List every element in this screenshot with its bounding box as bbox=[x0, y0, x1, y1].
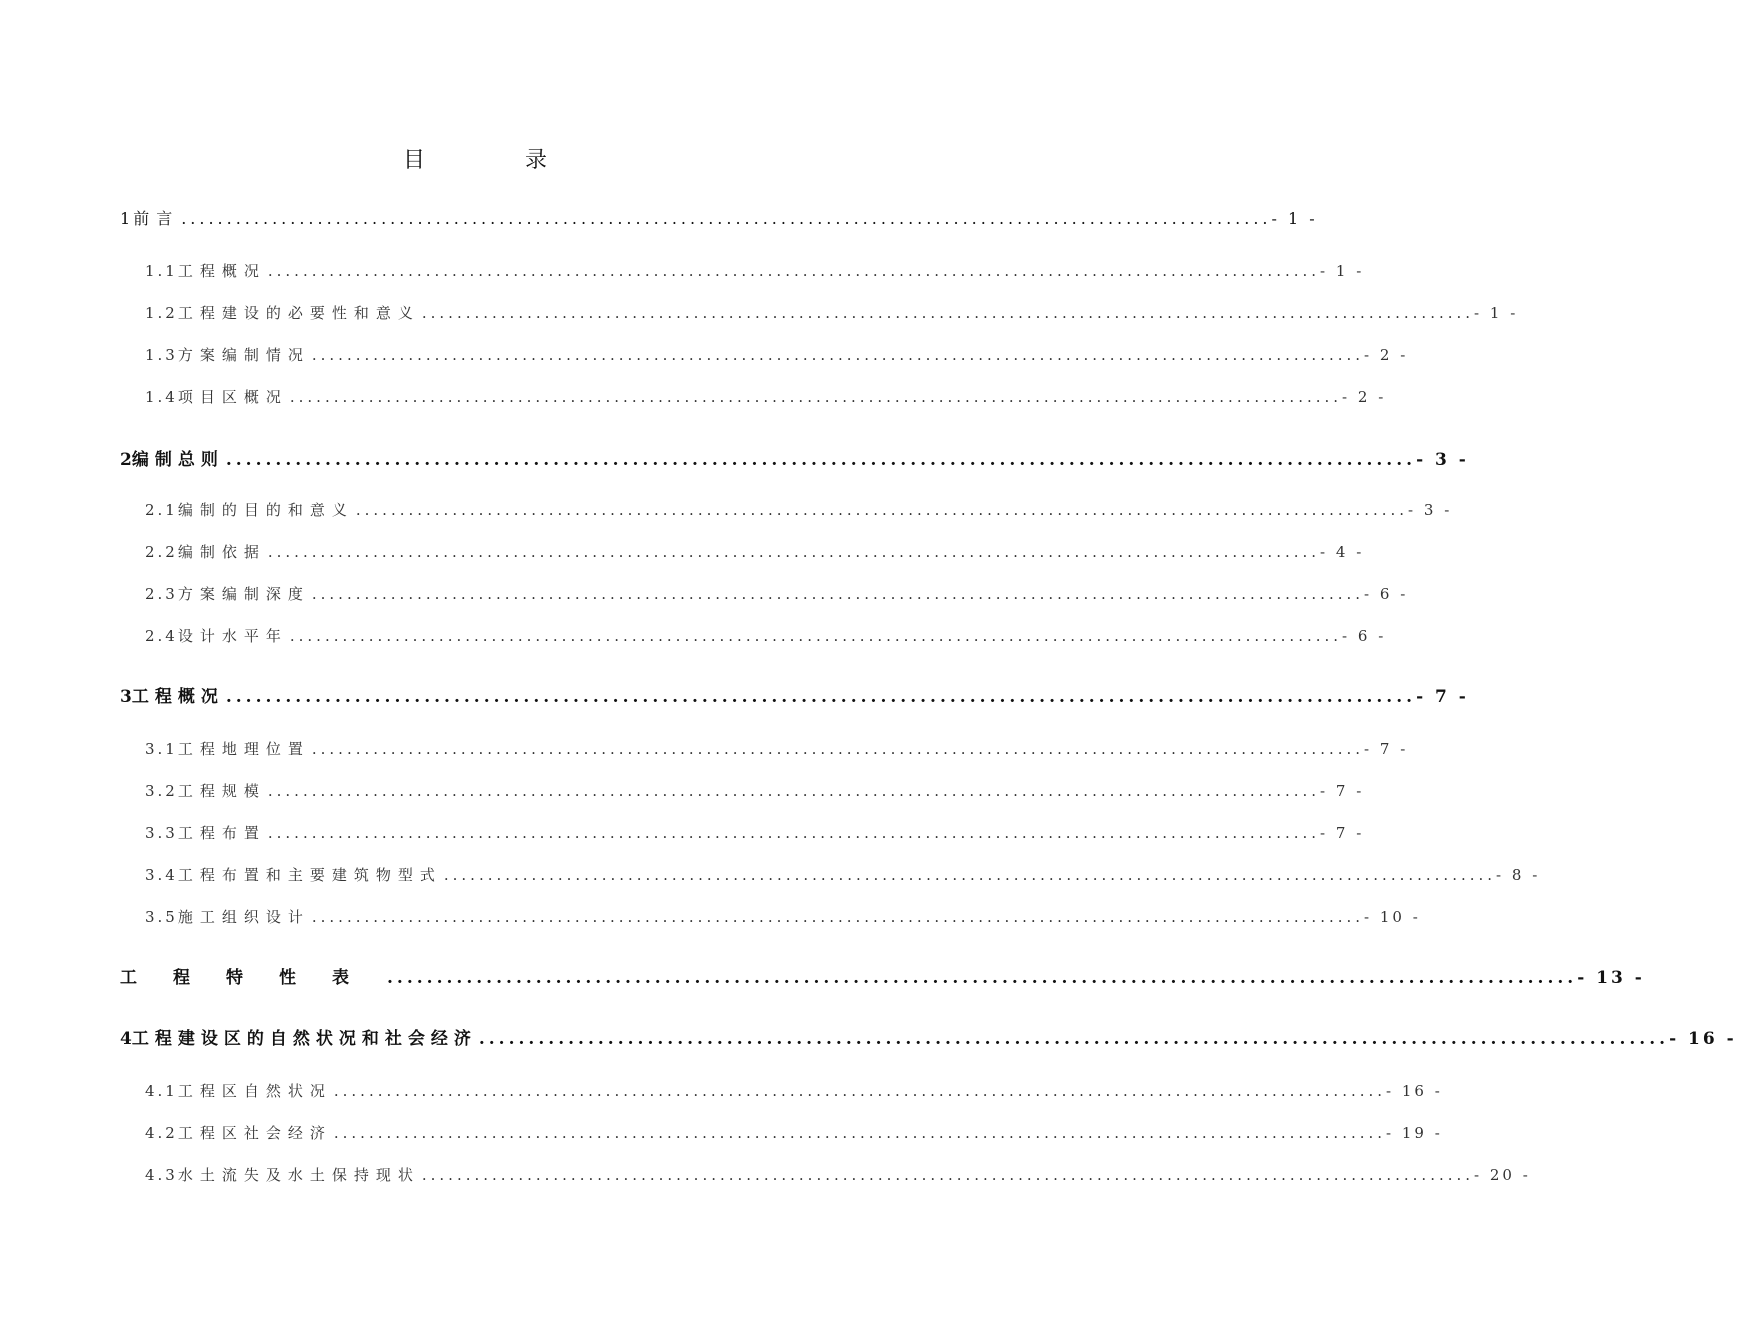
toc-entry-number: 1.3 bbox=[145, 346, 178, 364]
toc-dot-leader: ........................................................................................................................ bbox=[421, 1166, 1475, 1184]
toc-page-number: - 4 - bbox=[1320, 543, 1365, 561]
toc-entry-title: 工程布置和主要建筑物型式 bbox=[177, 866, 442, 884]
toc-page-number: - 16 - bbox=[1669, 1029, 1737, 1049]
toc-entry-title: 工程规模 bbox=[177, 782, 266, 800]
toc-dot-leader: ........................................................................................................................ bbox=[387, 968, 1578, 988]
toc-title-char-2: 录 bbox=[525, 148, 548, 173]
toc-entry-title: 工程概况 bbox=[177, 262, 266, 280]
toc-entry-title: 工程建设的必要性和意义 bbox=[177, 304, 420, 322]
toc-dot-leader: ........................................................................................................................ bbox=[267, 543, 1321, 561]
toc-page-number: - 7 - bbox=[1416, 687, 1469, 707]
toc-dot-leader: ........................................................................................................................ bbox=[289, 388, 1343, 406]
toc-entry-number: 3.5 bbox=[145, 908, 178, 926]
toc-entry-number: 3 bbox=[120, 687, 132, 707]
toc-page-number: - 8 - bbox=[1496, 866, 1541, 884]
toc-entry-number: 3.3 bbox=[145, 824, 178, 842]
toc-entry[interactable] bbox=[145, 625, 1387, 647]
toc-dot-leader: ........................................................................................................................ bbox=[181, 209, 1272, 228]
toc-page-number: - 2 - bbox=[1342, 388, 1387, 406]
toc-entry-number: 3.1 bbox=[145, 740, 178, 758]
toc-dot-leader: ........................................................................................................................ bbox=[311, 346, 1365, 364]
toc-entry-number: 1.2 bbox=[145, 304, 178, 322]
toc-entry[interactable] bbox=[145, 386, 1387, 408]
toc-entry[interactable] bbox=[145, 583, 1409, 605]
toc-entry-title: 水土流失及水土保持现状 bbox=[177, 1166, 420, 1184]
toc-entry[interactable] bbox=[145, 906, 1421, 928]
toc-entry[interactable] bbox=[145, 541, 1365, 563]
toc-dot-leader: ........................................................................................................................ bbox=[225, 450, 1417, 470]
toc-entry-title: 设计水平年 bbox=[177, 627, 288, 645]
toc-dot-leader: ........................................................................................................................ bbox=[267, 262, 1321, 280]
toc-page-number: - 2 - bbox=[1364, 346, 1409, 364]
toc-entry[interactable] bbox=[120, 208, 1318, 230]
toc-entry[interactable] bbox=[145, 864, 1541, 886]
toc-page-number: - 1 - bbox=[1474, 304, 1519, 322]
toc-page-number: - 13 - bbox=[1577, 968, 1645, 988]
toc-entry[interactable] bbox=[120, 449, 1469, 471]
toc-entry-number: 4.3 bbox=[145, 1166, 178, 1184]
toc-entry-title: 方案编制情况 bbox=[177, 346, 310, 364]
toc-entry-number: 1 bbox=[120, 209, 134, 228]
toc-page-number: - 19 - bbox=[1386, 1124, 1443, 1142]
toc-entry[interactable] bbox=[145, 1080, 1443, 1102]
toc-entry[interactable] bbox=[145, 1164, 1531, 1186]
toc-page-number: - 1 - bbox=[1320, 262, 1365, 280]
toc-entry[interactable] bbox=[145, 1122, 1443, 1144]
toc-page-number: - 3 - bbox=[1416, 450, 1469, 470]
toc-page-number: - 20 - bbox=[1474, 1166, 1531, 1184]
toc-entry-title: 编制总则 bbox=[131, 450, 224, 470]
toc-page-number: - 16 - bbox=[1386, 1082, 1443, 1100]
toc-entry[interactable] bbox=[120, 967, 1645, 989]
toc-dot-leader: ........................................................................................................................ bbox=[267, 782, 1321, 800]
toc-entry-title: 前言 bbox=[133, 209, 180, 228]
toc-dot-leader: ........................................................................................................................ bbox=[311, 908, 1365, 926]
toc-dot-leader: ........................................................................................................................ bbox=[311, 740, 1365, 758]
toc-entry[interactable] bbox=[145, 780, 1365, 802]
toc-entry-title: 工程地理位置 bbox=[177, 740, 310, 758]
toc-entry[interactable] bbox=[120, 686, 1469, 708]
toc-page-number: - 7 - bbox=[1320, 824, 1365, 842]
toc-entry-title: 项目区概况 bbox=[177, 388, 288, 406]
toc-entry-title: 工程布置 bbox=[177, 824, 266, 842]
toc-entry[interactable] bbox=[145, 260, 1365, 282]
toc-dot-leader: ........................................................................................................................ bbox=[333, 1124, 1387, 1142]
toc-entry-number: 4.2 bbox=[145, 1124, 178, 1142]
toc-entry-title: 工程建设区的自然状况和社会经济 bbox=[131, 1029, 477, 1049]
toc-entry-number: 2.4 bbox=[145, 627, 178, 645]
toc-entry-number: 1.4 bbox=[145, 388, 178, 406]
toc-title bbox=[0, 143, 950, 174]
toc-page-number: - 7 - bbox=[1320, 782, 1365, 800]
toc-dot-leader: ........................................................................................................................ bbox=[478, 1029, 1670, 1049]
toc-page-number: - 3 - bbox=[1408, 501, 1453, 519]
toc-entry-number: 2 bbox=[120, 450, 132, 470]
toc-entry[interactable] bbox=[145, 738, 1409, 760]
toc-entry-title: 工程特性表 bbox=[120, 968, 385, 988]
toc-page-number: - 10 - bbox=[1364, 908, 1421, 926]
toc-entry-number: 3.4 bbox=[145, 866, 178, 884]
toc-entry[interactable] bbox=[145, 302, 1519, 324]
toc-title-char-1: 目 bbox=[402, 148, 425, 173]
toc-dot-leader: ........................................................................................................................ bbox=[355, 501, 1409, 519]
toc-entry-title: 编制依据 bbox=[177, 543, 266, 561]
toc-entry-title: 工程区社会经济 bbox=[177, 1124, 332, 1142]
toc-entry-title: 方案编制深度 bbox=[177, 585, 310, 603]
toc-entry-number: 1.1 bbox=[145, 262, 178, 280]
toc-entry[interactable] bbox=[145, 499, 1453, 521]
toc-entry-title: 工程区自然状况 bbox=[177, 1082, 332, 1100]
toc-entry-number: 2.1 bbox=[145, 501, 178, 519]
toc-entry-title: 施工组织设计 bbox=[177, 908, 310, 926]
toc-page-number: - 7 - bbox=[1364, 740, 1409, 758]
toc-dot-leader: ........................................................................................................................ bbox=[311, 585, 1365, 603]
toc-page-number: - 6 - bbox=[1364, 585, 1409, 603]
toc-entry-title: 编制的目的和意义 bbox=[177, 501, 354, 519]
toc-entry-number: 3.2 bbox=[145, 782, 178, 800]
toc-entry-number: 4.1 bbox=[145, 1082, 178, 1100]
toc-entry-number: 2.3 bbox=[145, 585, 178, 603]
toc-page-number: - 6 - bbox=[1342, 627, 1387, 645]
toc-dot-leader: ........................................................................................................................ bbox=[421, 304, 1475, 322]
toc-entry-title: 工程概况 bbox=[131, 687, 224, 707]
toc-entry[interactable] bbox=[145, 822, 1365, 844]
toc-dot-leader: ........................................................................................................................ bbox=[289, 627, 1343, 645]
toc-dot-leader: ........................................................................................................................ bbox=[225, 687, 1417, 707]
toc-entry[interactable] bbox=[120, 1028, 1737, 1050]
toc-entry-number: 4 bbox=[120, 1029, 132, 1049]
toc-page-number: - 1 - bbox=[1271, 209, 1318, 228]
toc-dot-leader: ........................................................................................................................ bbox=[443, 866, 1497, 884]
toc-entry[interactable] bbox=[145, 344, 1409, 366]
toc-dot-leader: ........................................................................................................................ bbox=[333, 1082, 1387, 1100]
toc-dot-leader: ........................................................................................................................ bbox=[267, 824, 1321, 842]
toc-entry-number: 2.2 bbox=[145, 543, 178, 561]
